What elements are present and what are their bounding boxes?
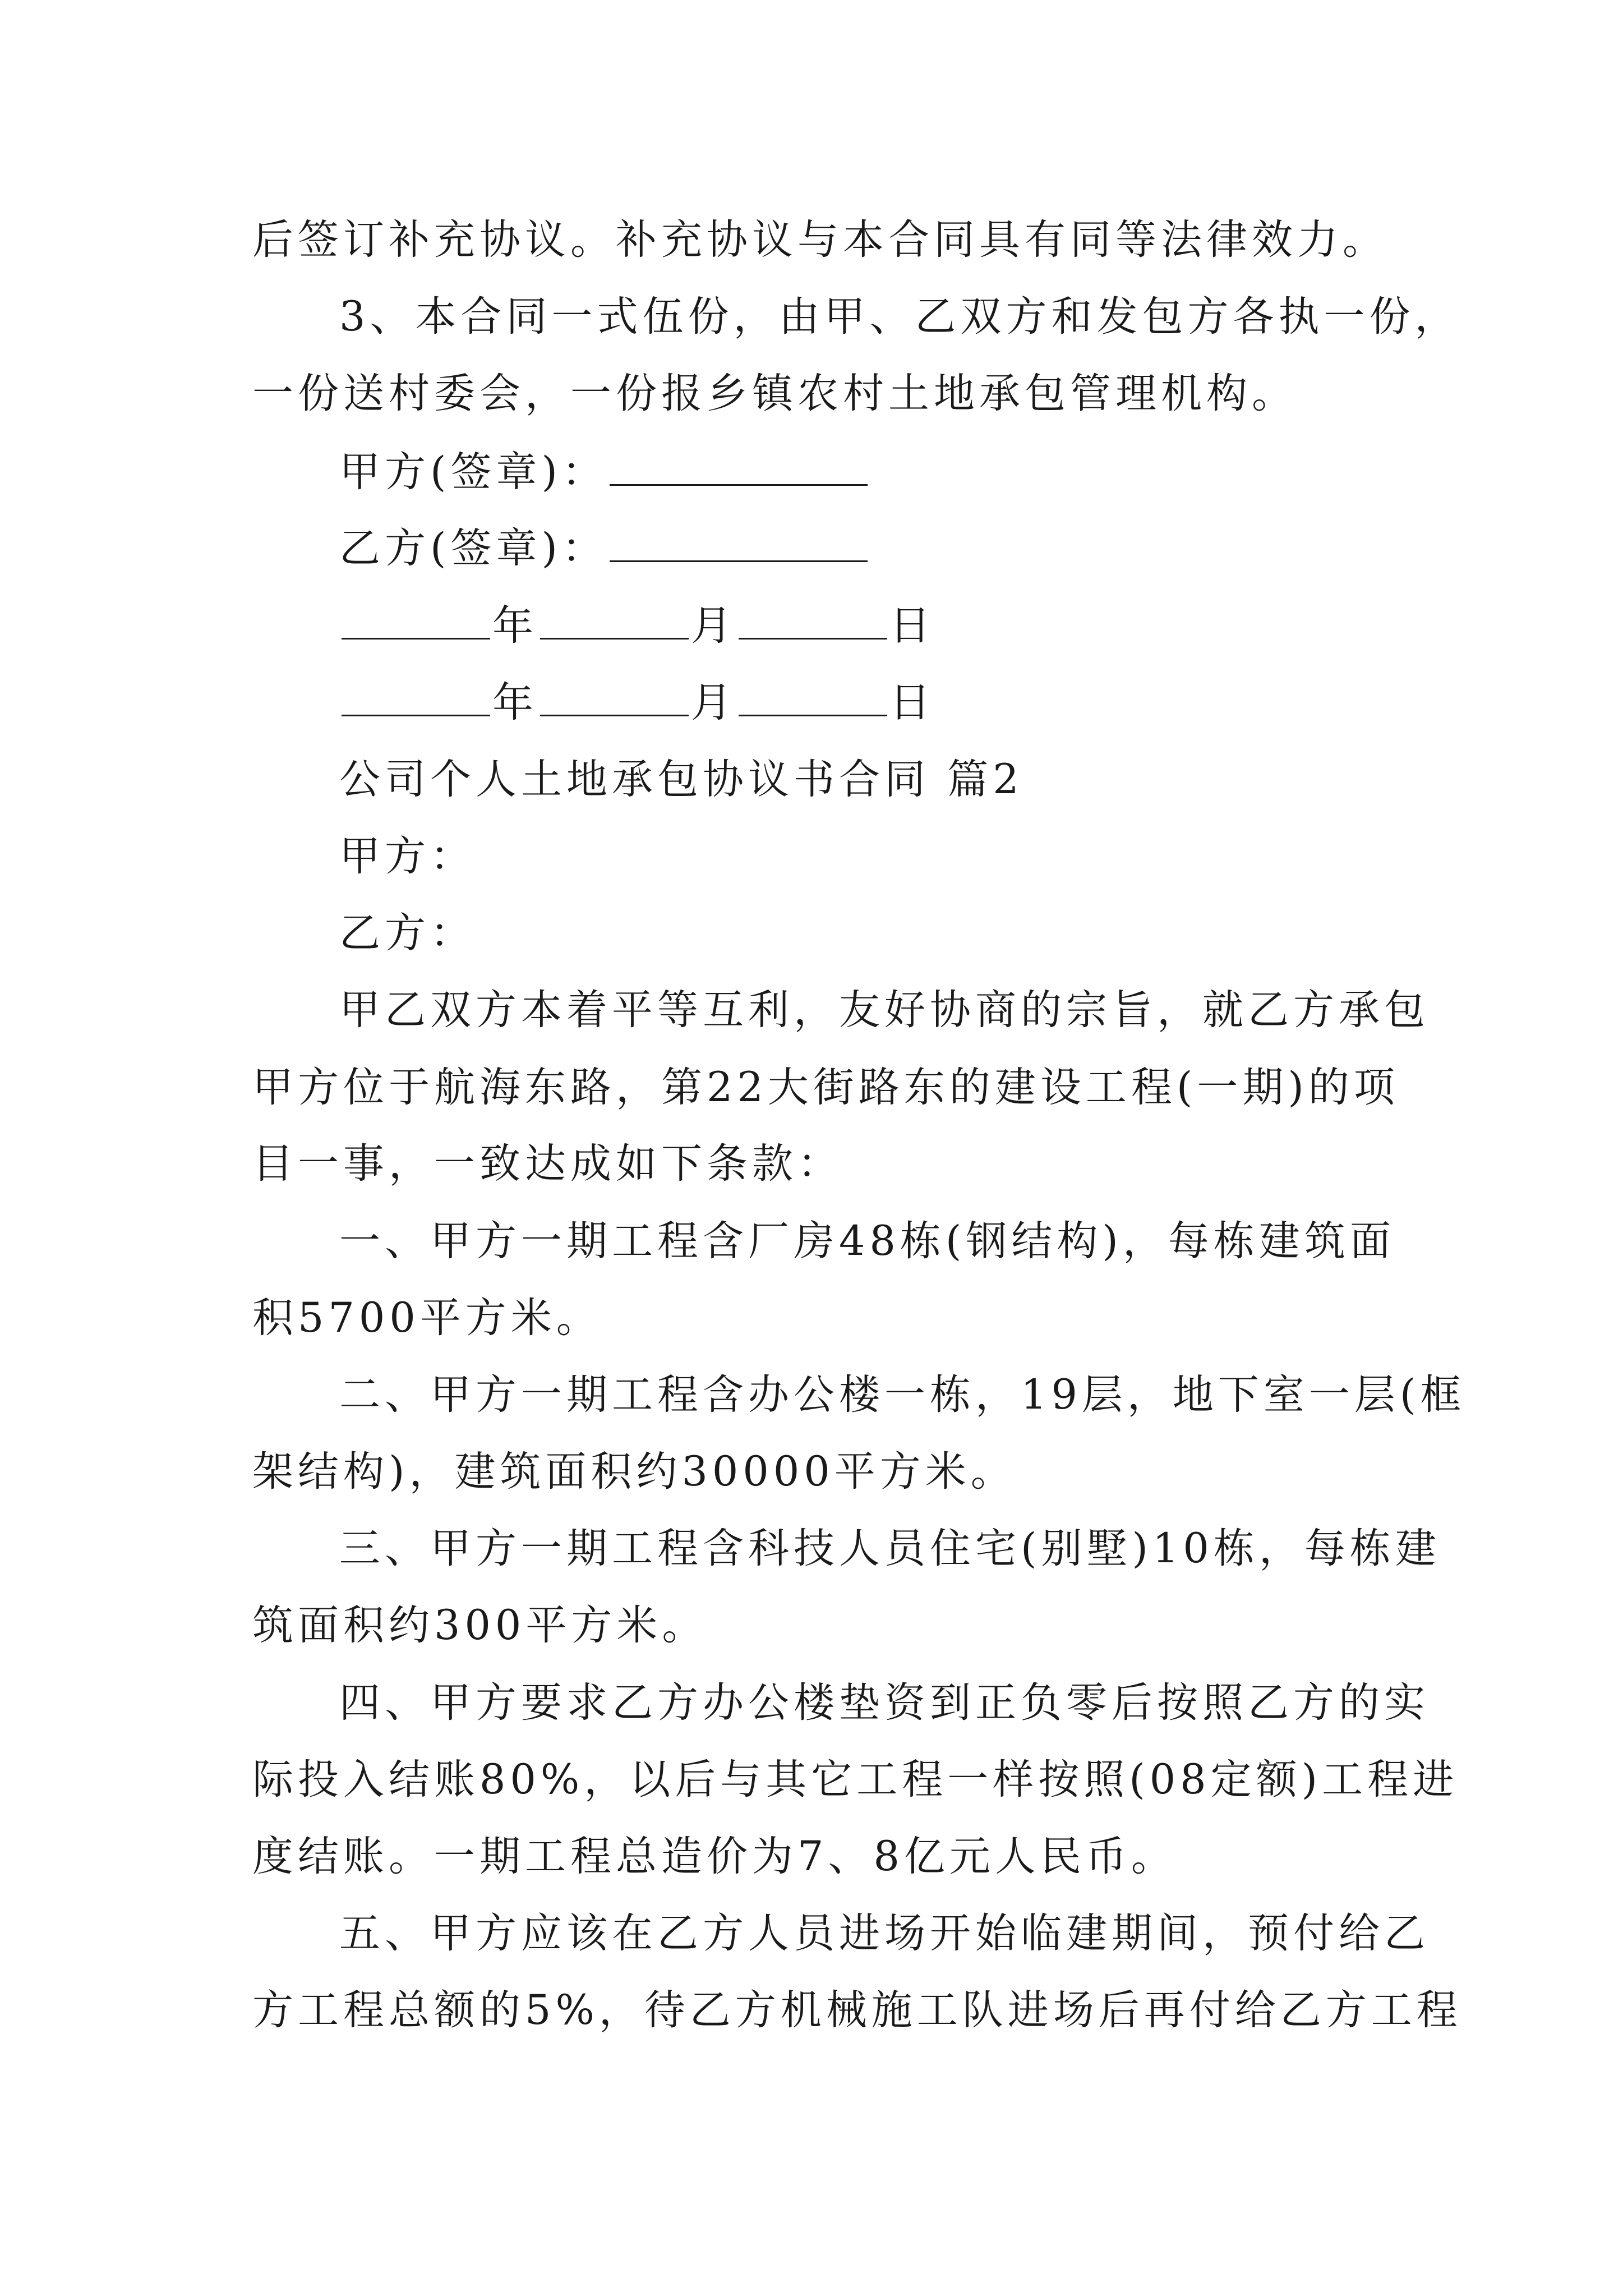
day-blank — [739, 681, 887, 716]
party-a-label: 甲方： — [339, 832, 476, 880]
paragraph-line: 筑面积约300平方米。 — [252, 1602, 708, 1649]
party-b-signature-blank — [610, 527, 868, 562]
date-line — [339, 675, 935, 731]
paragraph-line: 五、甲方应该在乙方人员进场开始临建期间，预付给乙 — [339, 1910, 1430, 1957]
paragraph-line: 甲乙双方本着平等互利，友好协商的宗旨，就乙方承包 — [339, 986, 1430, 1034]
month-label: 月 — [691, 602, 736, 650]
paragraph-line: 3、本合同一式伍份，由甲、乙双方和发包方各执一份， — [339, 293, 1460, 341]
paragraph-line: 方工程总额的5%，待乙方机械施工队进场后再付给乙方工程 — [252, 1986, 1462, 2034]
party-b-label: 乙方： — [339, 909, 476, 957]
paragraph-line: 后签订补充协议。补充协议与本合同具有同等法律效力。 — [252, 216, 1388, 264]
signature-line-party-b — [339, 521, 870, 577]
paragraph-line: 一、甲方一期工程含厂房48栋(钢结构)，每栋建筑面 — [339, 1217, 1395, 1265]
paragraph-line: 架结构)，建筑面积约30000平方米。 — [252, 1448, 1016, 1496]
party-a-signature-blank — [610, 450, 868, 486]
date-line — [339, 598, 935, 654]
paragraph-line: 二、甲方一期工程含办公楼一栋，19层，地下室一层(框 — [339, 1371, 1466, 1419]
paragraph-line: 甲方位于航海东路，第22大街路东的建设工程(一期)的项 — [252, 1064, 1399, 1111]
paragraph-line: 度结账。一期工程总造价为7、8亿元人民币。 — [252, 1833, 1177, 1880]
party-a-signature-label: 甲方(签章)： — [339, 448, 607, 496]
paragraph-line: 三、甲方一期工程含科技人员住宅(别墅)10栋，每栋建 — [339, 1525, 1441, 1572]
party-b-signature-label: 乙方(签章)： — [339, 524, 607, 572]
paragraph-line: 际投入结账80%，以后与其它工程一样按照(08定额)工程进 — [252, 1756, 1459, 1803]
paragraph-line: 一份送村委会，一份报乡镇农村土地承包管理机构。 — [252, 370, 1297, 417]
signature-line-party-a — [339, 444, 870, 500]
year-blank — [342, 681, 490, 716]
paragraph-line: 目一事，一致达成如下条款： — [252, 1140, 843, 1188]
section-heading: 公司个人土地承包协议书合同 篇2 — [339, 756, 1023, 803]
month-blank — [540, 604, 689, 639]
day-label: 日 — [889, 679, 935, 726]
day-blank — [739, 604, 887, 639]
year-blank — [342, 604, 490, 639]
year-label: 年 — [492, 679, 538, 726]
paragraph-line: 四、甲方要求乙方办公楼垫资到正负零后按照乙方的实 — [339, 1679, 1430, 1727]
paragraph-line: 积5700平方米。 — [252, 1294, 602, 1342]
day-label: 日 — [889, 602, 935, 650]
year-label: 年 — [492, 602, 538, 650]
month-blank — [540, 681, 689, 716]
month-label: 月 — [691, 679, 736, 726]
